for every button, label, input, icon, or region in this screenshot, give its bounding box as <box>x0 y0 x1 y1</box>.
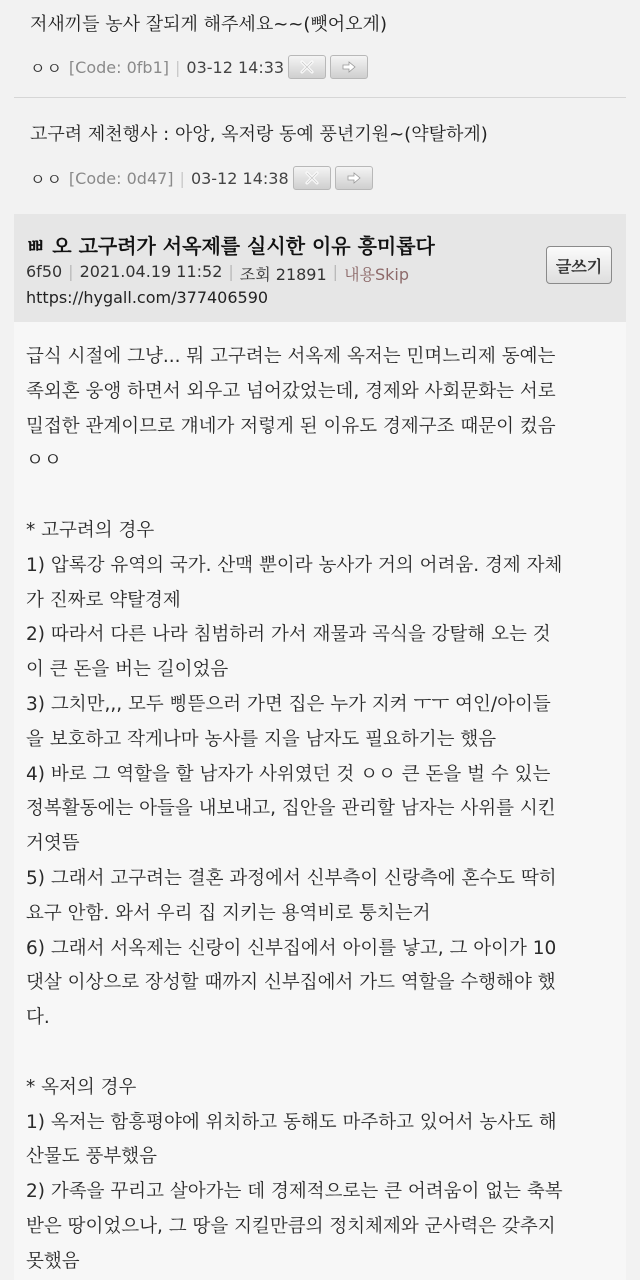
reply-comment-button[interactable] <box>330 55 368 79</box>
post-line: 2) 가족을 꾸리고 살아가는 데 경제적으로는 큰 어려움이 없는 축복 <box>26 1181 563 1203</box>
post-line: 을 보호하고 작게나마 농사를 지을 남자도 필요하기는 했음 <box>26 728 497 750</box>
write-button[interactable]: 글쓰기 <box>546 246 612 284</box>
meta-separator: | <box>175 57 181 77</box>
post-line <box>26 479 616 514</box>
post-code: 6f50 <box>26 262 63 281</box>
post-line: 4) 바로 그 역할을 할 남자가 사위였던 것 ㅇㅇ 큰 돈을 벌 수 있는 <box>26 763 551 785</box>
comment-item <box>30 98 626 208</box>
x-icon <box>305 171 319 185</box>
post-line: 6) 그래서 서옥제는 신랑이 신부집에서 아이를 낳고, 그 아이가 10 <box>26 937 557 959</box>
post-line: 5) 그래서 고구려는 결혼 과정에서 신부측이 신랑측에 혼수도 딱히 <box>26 867 557 889</box>
meta-separator: | <box>332 262 339 281</box>
post-header <box>14 214 626 322</box>
post-line: 3) 그치만,,, 모두 삥뜯으러 가면 집은 누가 지켜 ㅜㅜ 여인/아이들 <box>26 693 551 715</box>
comment-text: 고구려 제천행사 : 아앙, 옥저랑 동예 풍년기원~(약탈하게) <box>30 124 488 145</box>
post-line: 밀접한 관계이므로 걔네가 저렇게 된 이유도 경제구조 때문이 컸음 <box>26 415 556 437</box>
post-body <box>14 322 626 1280</box>
meta-separator: | <box>228 262 234 281</box>
comment-meta <box>30 55 368 79</box>
post-line <box>26 1036 616 1071</box>
comment-time: 03-12 14:33 <box>186 57 285 77</box>
post-line: * 고구려의 경우 <box>26 519 155 541</box>
meta-separator: | <box>68 262 74 281</box>
meta-separator: | <box>179 168 185 188</box>
skip-content-link[interactable]: 내용Skip <box>344 265 409 284</box>
comment-code: [Code: 0d47] <box>68 168 174 188</box>
delete-comment-button[interactable] <box>293 166 331 190</box>
comment-meta <box>30 166 373 190</box>
post-line: 받은 땅이었으나, 그 땅을 지킬만큼의 정치체제와 군사력은 갖추지 <box>26 1215 556 1237</box>
post-views: 조회 21891 <box>239 265 327 284</box>
post-content <box>26 340 616 1280</box>
comment-code: [Code: 0fb1] <box>68 57 169 77</box>
post-line: 요구 안함. 와서 우리 집 지키는 용역비로 퉁치는거 <box>26 902 431 924</box>
arrow-right-icon <box>341 60 357 74</box>
post-line: 2) 따라서 다른 나라 침범하러 가서 재물과 곡식을 강탈해 오는 것 <box>26 624 551 646</box>
post-line: 댓살 이상으로 장성할 때까지 신부집에서 가드 역할을 수행해야 했 <box>26 972 556 994</box>
post-line: 가 진짜로 약탈경제 <box>26 589 181 611</box>
comment-author: ㅇㅇ <box>30 58 63 78</box>
post-datetime: 2021.04.19 11:52 <box>79 262 223 281</box>
reply-comment-button[interactable] <box>335 166 373 190</box>
post-line: 1) 옥저는 함흥평야에 위치하고 동해도 마주하고 있어서 농사도 해 <box>26 1111 557 1133</box>
post-info <box>26 262 409 285</box>
post-line: 이 큰 돈을 버는 길이었음 <box>26 659 229 681</box>
comment-text: 저새끼들 농사 잘되게 해주세요~~(뺏어오게) <box>30 14 387 35</box>
post-line: 거엿뜸 <box>26 833 80 855</box>
post-url[interactable]: https://hygall.com/377406590 <box>26 288 269 307</box>
post-title[interactable]: ㅃ 오 고구려가 서옥제를 실시한 이유 흥미롭다 <box>26 234 435 258</box>
comment-author: ㅇㅇ <box>30 169 63 189</box>
x-icon <box>300 60 314 74</box>
comment-item <box>30 0 626 90</box>
post-line: * 옥저의 경우 <box>26 1076 137 1098</box>
post-line: 급식 시절에 그냥... 뭐 고구려는 서옥제 옥저는 민며느리제 동예는 <box>26 346 556 367</box>
post-line: ㅇㅇ <box>26 450 62 472</box>
post-line: 다. <box>26 1007 50 1029</box>
arrow-right-icon <box>346 171 362 185</box>
post-line: 족외혼 웅앵 하면서 외우고 넘어갔었는데, 경제와 사회문화는 서로 <box>26 380 556 402</box>
post-line: 못했음 <box>26 1250 80 1272</box>
comment-time: 03-12 14:38 <box>190 168 289 188</box>
post-line: 1) 압록강 유역의 국가. 산맥 뿐이라 농사가 거의 어려움. 경제 자체 <box>26 554 563 576</box>
post-line: 정복활동에는 아들을 내보내고, 집안을 관리할 남자는 사위를 시킨 <box>26 798 556 820</box>
delete-comment-button[interactable] <box>288 55 326 79</box>
post-line: 산물도 풍부했음 <box>26 1146 157 1168</box>
